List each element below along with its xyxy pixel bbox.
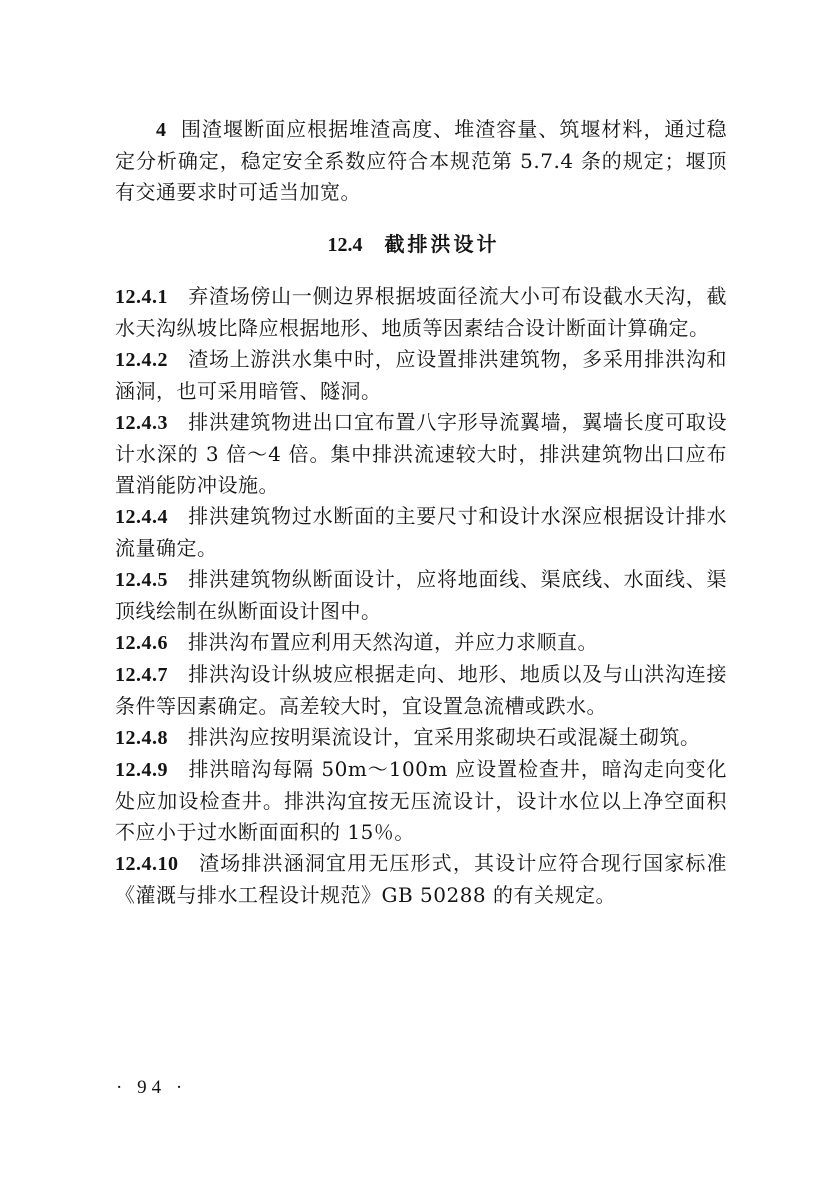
clause-text: 排洪暗沟每隔 50m～100m 应设置检查井，暗沟走向变化处应加设检查井。排洪沟宜按无压流设计，设计水位以上净空面积不应小于过水断面面积的 15％。 (115, 757, 727, 844)
clause-number: 12.4.7 (115, 664, 168, 686)
clause-number: 12.4.5 (115, 569, 168, 591)
section-title: 截排洪设计 (384, 232, 500, 256)
clause-list (115, 281, 727, 911)
clause-12-4-9 (115, 754, 727, 848)
clause-12-4-3 (115, 407, 727, 501)
clause-number: 12.4.6 (115, 632, 168, 654)
clause-12-4-6 (115, 627, 727, 659)
clause-number: 12.4.3 (115, 412, 168, 434)
clause-12-4-4 (115, 501, 727, 564)
clause-12-4-2 (115, 344, 727, 407)
clause-text: 排洪沟设计纵坡应根据走向、地形、地质以及与山洪沟连接条件等因素确定。高差较大时，宜设置急流槽或跌水。 (115, 662, 727, 718)
clause-number: 12.4.8 (115, 727, 168, 749)
clause-12-4-1 (115, 281, 727, 344)
clause-text: 渣场排洪涵洞宜用无压形式，其设计应符合现行国家标准《灌溉与排水工程设计规范》GB 50288 的有关规定。 (115, 851, 727, 907)
clause-number: 12.4.9 (115, 759, 168, 781)
page-number: · 94 · (116, 1077, 188, 1098)
clause-number: 12.4.4 (115, 506, 168, 528)
clause-text: 排洪沟布置应利用天然沟道，并应力求顺直。 (188, 630, 598, 654)
paragraph-4 (115, 114, 727, 208)
paragraph-text: 围渣堰断面应根据堆渣高度、堆渣容量、筑堰材料，通过稳定分析确定，稳定安全系数应符合本规范第 5.7.4 条的规定；堰顶有交通要求时可适当加宽。 (115, 117, 727, 204)
section-heading (0, 230, 827, 259)
clause-12-4-10 (115, 848, 727, 911)
clause-text: 排洪沟应按明渠流设计，宜采用浆砌块石或混凝土砌筑。 (188, 725, 701, 749)
clause-text: 排洪建筑物过水断面的主要尺寸和设计水深应根据设计排水流量确定。 (115, 504, 727, 560)
section-number: 12.4 (327, 234, 363, 256)
clause-text: 排洪建筑物进出口宜布置八字形导流翼墙，翼墙长度可取设计水深的 3 倍～4 倍。集中排洪流速较大时，排洪建筑物出口应布置消能防冲设施。 (115, 410, 727, 497)
clause-12-4-5 (115, 564, 727, 627)
clause-text: 渣场上游洪水集中时，应设置排洪建筑物，多采用排洪沟和涵洞，也可采用暗管、隧洞。 (115, 347, 727, 403)
clause-number: 12.4.2 (115, 349, 168, 371)
clause-number: 12.4.10 (115, 853, 179, 875)
clause-12-4-7 (115, 659, 727, 722)
clause-number: 12.4.1 (115, 286, 168, 308)
clause-text: 弃渣场傍山一侧边界根据坡面径流大小可布设截水天沟，截水天沟纵坡比降应根据地形、地质等因素结合设计断面计算确定。 (115, 284, 727, 340)
clause-text: 排洪建筑物纵断面设计，应将地面线、渠底线、水面线、渠顶线绘制在纵断面设计图中。 (115, 567, 727, 623)
clause-12-4-8 (115, 722, 727, 754)
paragraph-number: 4 (156, 119, 167, 141)
